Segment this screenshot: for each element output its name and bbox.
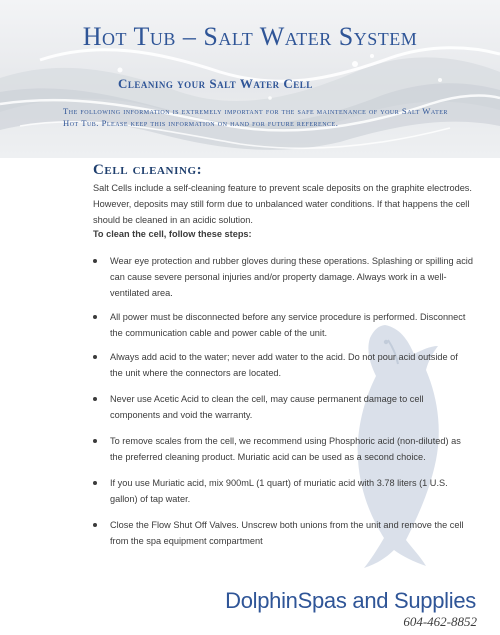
section-body: Salt Cells include a self-cleaning feature to prevent scale deposits on the graphite electrodes. However, deposits may still form due to unbalanced water conditions. If that happens the cell should be cleaned in an acidic solution. xyxy=(93,183,472,225)
steps-heading: To clean the cell, follow these steps: xyxy=(93,229,252,239)
bullet-icon xyxy=(93,481,97,485)
list-item xyxy=(93,391,473,423)
step-text: Never use Acetic Acid to clean the cell, may cause permanent damage to cell components and void the warranty. xyxy=(110,394,424,420)
list-item xyxy=(93,517,473,549)
phone-number: 604-462-8852 xyxy=(403,614,477,629)
brand-name-part2: Spas and Supplies xyxy=(297,588,476,613)
list-item xyxy=(93,253,473,301)
step-text: Always add acid to the water; never add water to the acid. Do not pour acid outside of the unit where the connectors are located. xyxy=(110,352,458,378)
list-item xyxy=(93,475,473,507)
step-text: To remove scales from the cell, we recommend using Phosphoric acid (non-diluted) as the preferred cleaning product. Muriatic acid can be used as a second choice. xyxy=(110,436,461,462)
step-text: Wear eye protection and rubber gloves during these operations. Splashing or spilling acid can cause severe personal injuries and/or property damage. Always work in a well-ventilated area. xyxy=(110,256,473,298)
section-heading: Cell cleaning: xyxy=(93,162,203,178)
document-title: Hot Tub – Salt Water System xyxy=(82,22,418,51)
bullet-icon xyxy=(93,523,97,527)
list-item xyxy=(93,349,473,381)
brand-name-part1: Dolphin xyxy=(225,588,298,613)
bullet-icon xyxy=(93,397,97,401)
bullet-icon xyxy=(93,259,97,263)
bullet-icon xyxy=(93,315,97,319)
bullet-icon xyxy=(93,355,97,359)
list-item xyxy=(93,309,473,341)
brand-logo xyxy=(0,588,476,614)
step-text: All power must be disconnected before any service procedure is performed. Disconnect the communication cable and power cable of the unit. xyxy=(110,312,466,338)
list-item xyxy=(93,433,473,465)
document-subtitle: Cleaning your Salt Water Cell xyxy=(118,76,313,91)
intro-paragraph: The following information is extremely important for the safe maintenance of your Salt Water Hot Tub. Please keep this information on hand for future reference. xyxy=(63,106,448,128)
bullet-icon xyxy=(93,439,97,443)
step-text: If you use Muriatic acid, mix 900mL (1 quart) of muriatic acid with 3.78 liters (1 U.S. gallon) of tap water. xyxy=(110,478,448,504)
step-text: Close the Flow Shut Off Valves. Unscrew both unions from the unit and remove the cell from the spa equipment compartment xyxy=(110,520,464,546)
